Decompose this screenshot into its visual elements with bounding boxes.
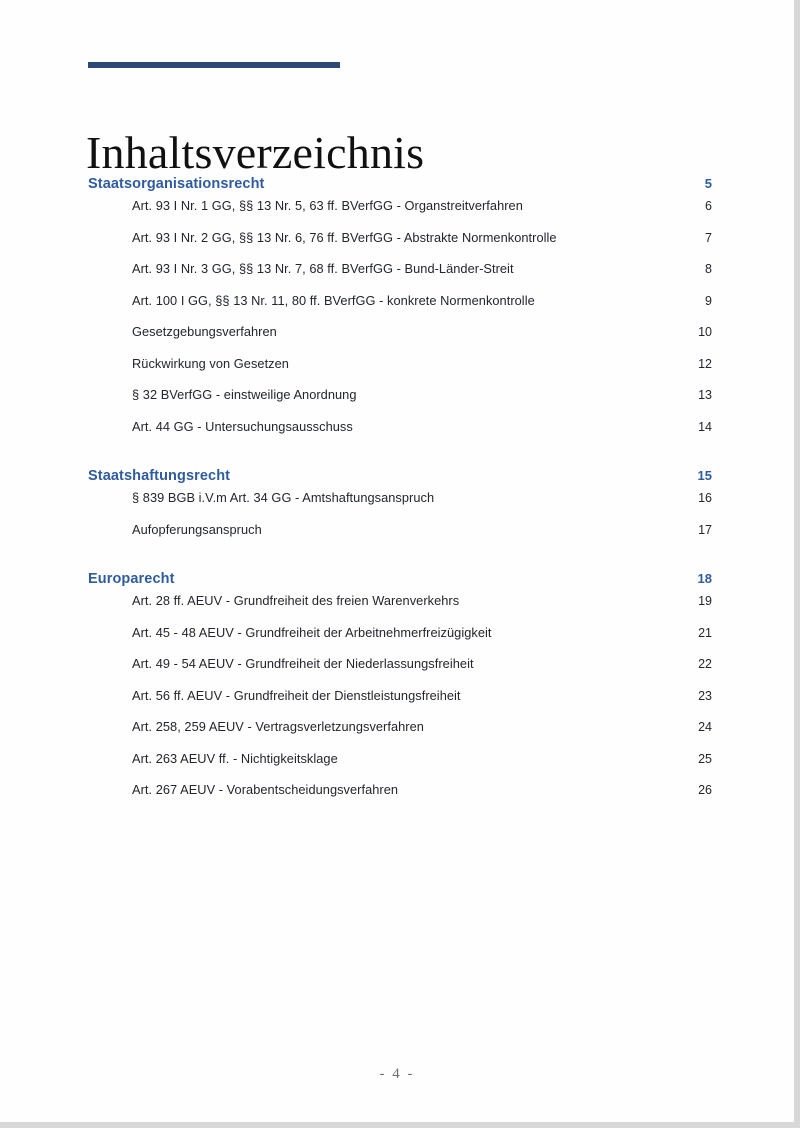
toc-entry-title[interactable]: Art. 56 ff. AEUV - Grundfreiheit der Dienstleistungsfreiheit bbox=[132, 687, 461, 703]
toc-entry-row[interactable] bbox=[88, 593, 712, 625]
toc-entry-page-number: 6 bbox=[705, 199, 712, 213]
toc-entry-row[interactable] bbox=[88, 230, 712, 262]
toc-entry-row[interactable] bbox=[88, 522, 712, 554]
toc-entry-title[interactable]: Art. 28 ff. AEUV - Grundfreiheit des freien Warenverkehrs bbox=[132, 593, 460, 608]
toc-entry-row[interactable] bbox=[88, 261, 712, 293]
page-title: Inhaltsverzeichnis bbox=[86, 126, 425, 178]
toc-entry-row[interactable] bbox=[88, 782, 712, 814]
toc-entry-row[interactable] bbox=[88, 719, 712, 751]
toc-entry-page-number: 8 bbox=[705, 262, 712, 276]
toc-section-page-number: 15 bbox=[697, 468, 712, 483]
toc-entry-row[interactable] bbox=[88, 198, 712, 230]
toc-entry-page-number: 21 bbox=[698, 625, 712, 640]
toc-entry-page-number: 16 bbox=[698, 491, 712, 505]
toc-entry-page-number: 12 bbox=[698, 356, 712, 371]
toc-entry-title[interactable]: Art. 267 AEUV - Vorabentscheidungsverfahren bbox=[132, 782, 399, 797]
toc-entry-row[interactable] bbox=[88, 419, 712, 451]
toc-entry-title[interactable]: Rückwirkung von Gesetzen bbox=[132, 355, 289, 371]
toc-entry-row[interactable] bbox=[88, 656, 712, 688]
page-number-footer: - 4 - bbox=[379, 1066, 415, 1082]
toc-entry-row[interactable] bbox=[88, 625, 712, 657]
title-rule bbox=[88, 62, 340, 68]
toc-entry-page-number: 14 bbox=[698, 419, 712, 434]
toc-entry-title[interactable]: Aufopferungsanspruch bbox=[132, 521, 262, 537]
toc-entry-row[interactable] bbox=[88, 387, 712, 419]
page-edge-bottom bbox=[0, 1122, 800, 1128]
toc-entry-row[interactable] bbox=[88, 751, 712, 783]
toc-entry-page-number: 23 bbox=[698, 688, 712, 703]
toc-entry-title[interactable]: Art. 44 GG - Untersuchungsausschuss bbox=[132, 418, 353, 434]
toc-entry-row[interactable] bbox=[88, 324, 712, 356]
toc-entry-page-number: 22 bbox=[698, 657, 712, 671]
toc-entry-row[interactable] bbox=[88, 490, 712, 522]
toc-entry-title[interactable]: Art. 49 - 54 AEUV - Grundfreiheit der Niederlassungsfreiheit bbox=[132, 656, 474, 671]
toc-section-title[interactable]: Staatshaftungsrecht bbox=[88, 468, 231, 484]
toc-section-row[interactable] bbox=[88, 571, 712, 587]
toc-section-title[interactable]: Staatsorganisationsrecht bbox=[88, 176, 265, 192]
page-edge-right bbox=[794, 0, 800, 1128]
toc-entry-title[interactable]: Art. 263 AEUV ff. - Nichtigkeitsklage bbox=[132, 750, 338, 766]
toc-entry-page-number: 13 bbox=[698, 388, 712, 402]
toc-entry-page-number: 17 bbox=[698, 522, 712, 537]
toc-section-title[interactable]: Europarecht bbox=[88, 571, 175, 587]
toc-entry-title[interactable]: Art. 100 I GG, §§ 13 Nr. 11, 80 ff. BVerfGG - konkrete Normenkontrolle bbox=[132, 292, 535, 308]
toc-entry-page-number: 25 bbox=[698, 751, 712, 766]
toc-entry-row[interactable] bbox=[88, 356, 712, 388]
toc-entry-page-number: 7 bbox=[705, 230, 712, 245]
toc-section-row[interactable] bbox=[88, 468, 712, 484]
toc-section-page-number: 18 bbox=[697, 571, 712, 586]
toc-entry-row[interactable] bbox=[88, 293, 712, 325]
toc-section-row[interactable] bbox=[88, 176, 712, 192]
toc-entry-title[interactable]: Gesetzgebungsverfahren bbox=[132, 324, 277, 339]
toc-entry-title[interactable]: § 839 BGB i.V.m Art. 34 GG - Amtshaftungsanspruch bbox=[132, 490, 435, 505]
toc-entry-title[interactable]: § 32 BVerfGG - einstweilige Anordnung bbox=[132, 387, 357, 402]
toc-entry-title[interactable]: Art. 258, 259 AEUV - Vertragsverletzungsverfahren bbox=[132, 719, 424, 734]
toc-entry-title[interactable]: Art. 45 - 48 AEUV - Grundfreiheit der Arbeitnehmerfreizügigkeit bbox=[132, 624, 492, 640]
toc-entry-title[interactable]: Art. 93 I Nr. 3 GG, §§ 13 Nr. 7, 68 ff. BVerfGG - Bund-Länder-Streit bbox=[132, 261, 514, 276]
toc-entry-page-number: 9 bbox=[705, 293, 712, 308]
toc-entry-row[interactable] bbox=[88, 688, 712, 720]
toc-section-page-number: 5 bbox=[704, 176, 712, 191]
table-of-contents bbox=[88, 176, 712, 814]
toc-entry-page-number: 24 bbox=[698, 720, 712, 734]
toc-entry-title[interactable]: Art. 93 I Nr. 1 GG, §§ 13 Nr. 5, 63 ff. BVerfGG - Organstreitverfahren bbox=[132, 198, 523, 213]
toc-entry-title[interactable]: Art. 93 I Nr. 2 GG, §§ 13 Nr. 6, 76 ff. BVerfGG - Abstrakte Normenkontrolle bbox=[132, 229, 557, 245]
toc-entry-page-number: 10 bbox=[698, 325, 712, 339]
toc-entry-page-number: 26 bbox=[698, 783, 712, 797]
toc-entry-page-number: 19 bbox=[698, 594, 712, 608]
